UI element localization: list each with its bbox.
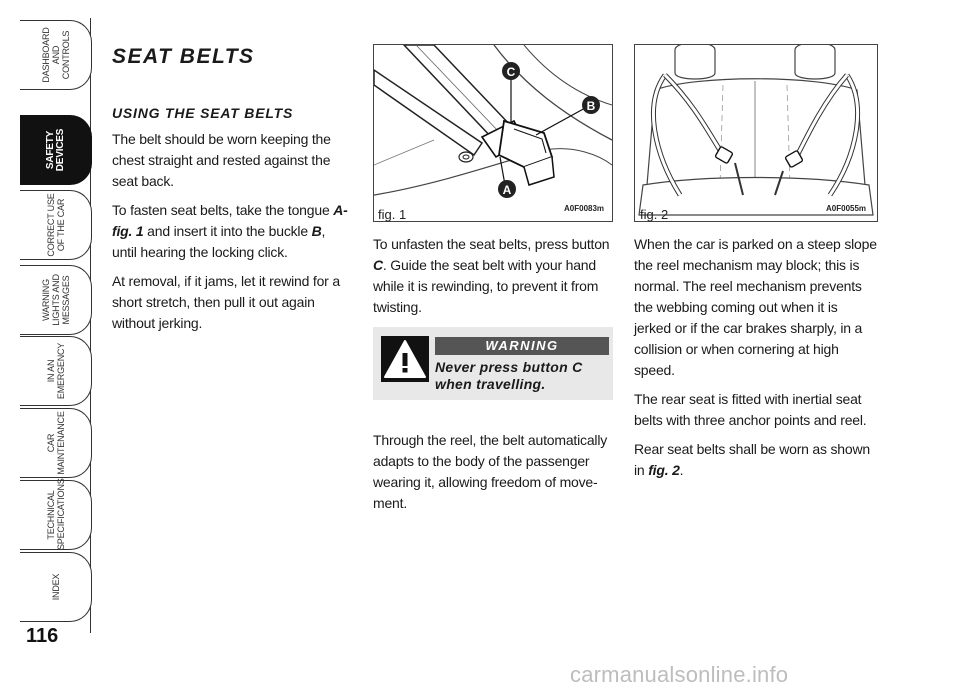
tab-dashboard-and-controls[interactable] — [20, 20, 92, 90]
callout-c-label: C — [506, 65, 516, 79]
text-run: Rear seat belts shall be worn as shown in — [634, 441, 870, 478]
tab-index[interactable] — [20, 552, 92, 622]
tab-label: CORRECT USE OF THE CAR — [45, 193, 66, 257]
part-reference: C — [373, 257, 383, 273]
warning-heading: WARNING — [435, 337, 609, 355]
text-run: To unfasten the seat belts, press button — [373, 236, 610, 252]
paragraph: At removal, if it jams, let it rewind for a short stretch, then pull it out again without jerking. — [112, 273, 340, 331]
figure-2-rear-seat-belts — [634, 44, 878, 222]
paragraph: The rear seat is fitted with inertial seat belts with three anchor points and reel. — [634, 391, 867, 428]
tab-label: CAR MAINTENANCE — [45, 411, 66, 475]
text-run: and insert it into the buckle — [143, 223, 312, 239]
part-reference: B — [311, 223, 322, 239]
warning-box — [373, 327, 613, 400]
warning-text: Never press button C when travelling. — [435, 359, 583, 392]
tab-label: TECHNICAL SPECIFICATIONS — [45, 478, 66, 550]
page-number: 116 — [26, 625, 59, 647]
figure-1-seat-belt-buckle — [373, 44, 613, 222]
tab-correct-use-of-the-car[interactable] — [20, 190, 92, 260]
tab-safety-devices[interactable] — [20, 115, 92, 185]
text-run: . Guide the seat belt with your hand while it is rewinding, to prevent it from twisting. — [373, 257, 599, 315]
text-run: To fasten seat belts, take the tongue — [112, 202, 334, 218]
tab-label: DASHBOARD AND CONTROLS — [40, 27, 71, 83]
side-navigation — [0, 0, 100, 692]
tab-label: WARNING LIGHTS AND MESSAGES — [40, 274, 71, 326]
text-run: . — [679, 462, 684, 478]
buckle-illustration — [374, 45, 612, 221]
tab-technical-specifications[interactable] — [20, 480, 92, 550]
figure-reference: fig. 2 — [648, 462, 680, 478]
column-middle-lower — [373, 430, 613, 514]
callout-a-label: A — [502, 183, 512, 197]
paragraph — [634, 439, 878, 481]
callout-b-label: B — [586, 99, 596, 113]
nav-divider-line — [90, 18, 91, 633]
figure-1-code: A0F0083m — [564, 204, 605, 213]
paragraph — [373, 234, 613, 318]
figure-2-code: A0F0055m — [826, 204, 867, 213]
watermark: carmanualsonline.info — [570, 662, 789, 687]
paragraph — [112, 200, 352, 263]
paragraph: Through the reel, the belt automatically adapts to the body of the passenger wearing it, allowing freedom of move-ment. — [373, 432, 608, 511]
warning-triangle-icon — [381, 336, 429, 382]
figure-1-label: fig. 1 — [378, 207, 407, 222]
column-middle — [373, 234, 613, 318]
figure-2-label: fig. 2 — [640, 207, 669, 222]
text-run: , until hearing the locking click. — [112, 223, 326, 260]
tab-label: IN AN EMERGENCY — [45, 342, 66, 400]
column-right — [634, 234, 878, 481]
tab-in-an-emergency[interactable] — [20, 336, 92, 406]
section-subtitle: USING THE SEAT BELTS — [112, 105, 294, 121]
paragraph: When the car is parked on a steep slope the reel mechanism may block; this is normal. The reel mechanism prevents the webbing coming out when it is jerked or if the car brakes sharply, in a collision or when cornering at high speed. — [634, 236, 877, 378]
tab-warning-lights-and-messages[interactable] — [20, 265, 92, 335]
paragraph: The belt should be worn keeping the chest straight and rested against the seat back. — [112, 131, 331, 189]
tab-label: SAFETY DEVICES — [44, 128, 66, 172]
rear-seat-illustration — [635, 45, 877, 221]
section-title: SEAT BELTS — [112, 45, 255, 68]
tab-car-maintenance[interactable] — [20, 408, 92, 478]
column-left — [112, 40, 352, 334]
tab-label: INDEX — [50, 573, 61, 601]
figure-reference: A-fig. 1 — [112, 202, 348, 239]
